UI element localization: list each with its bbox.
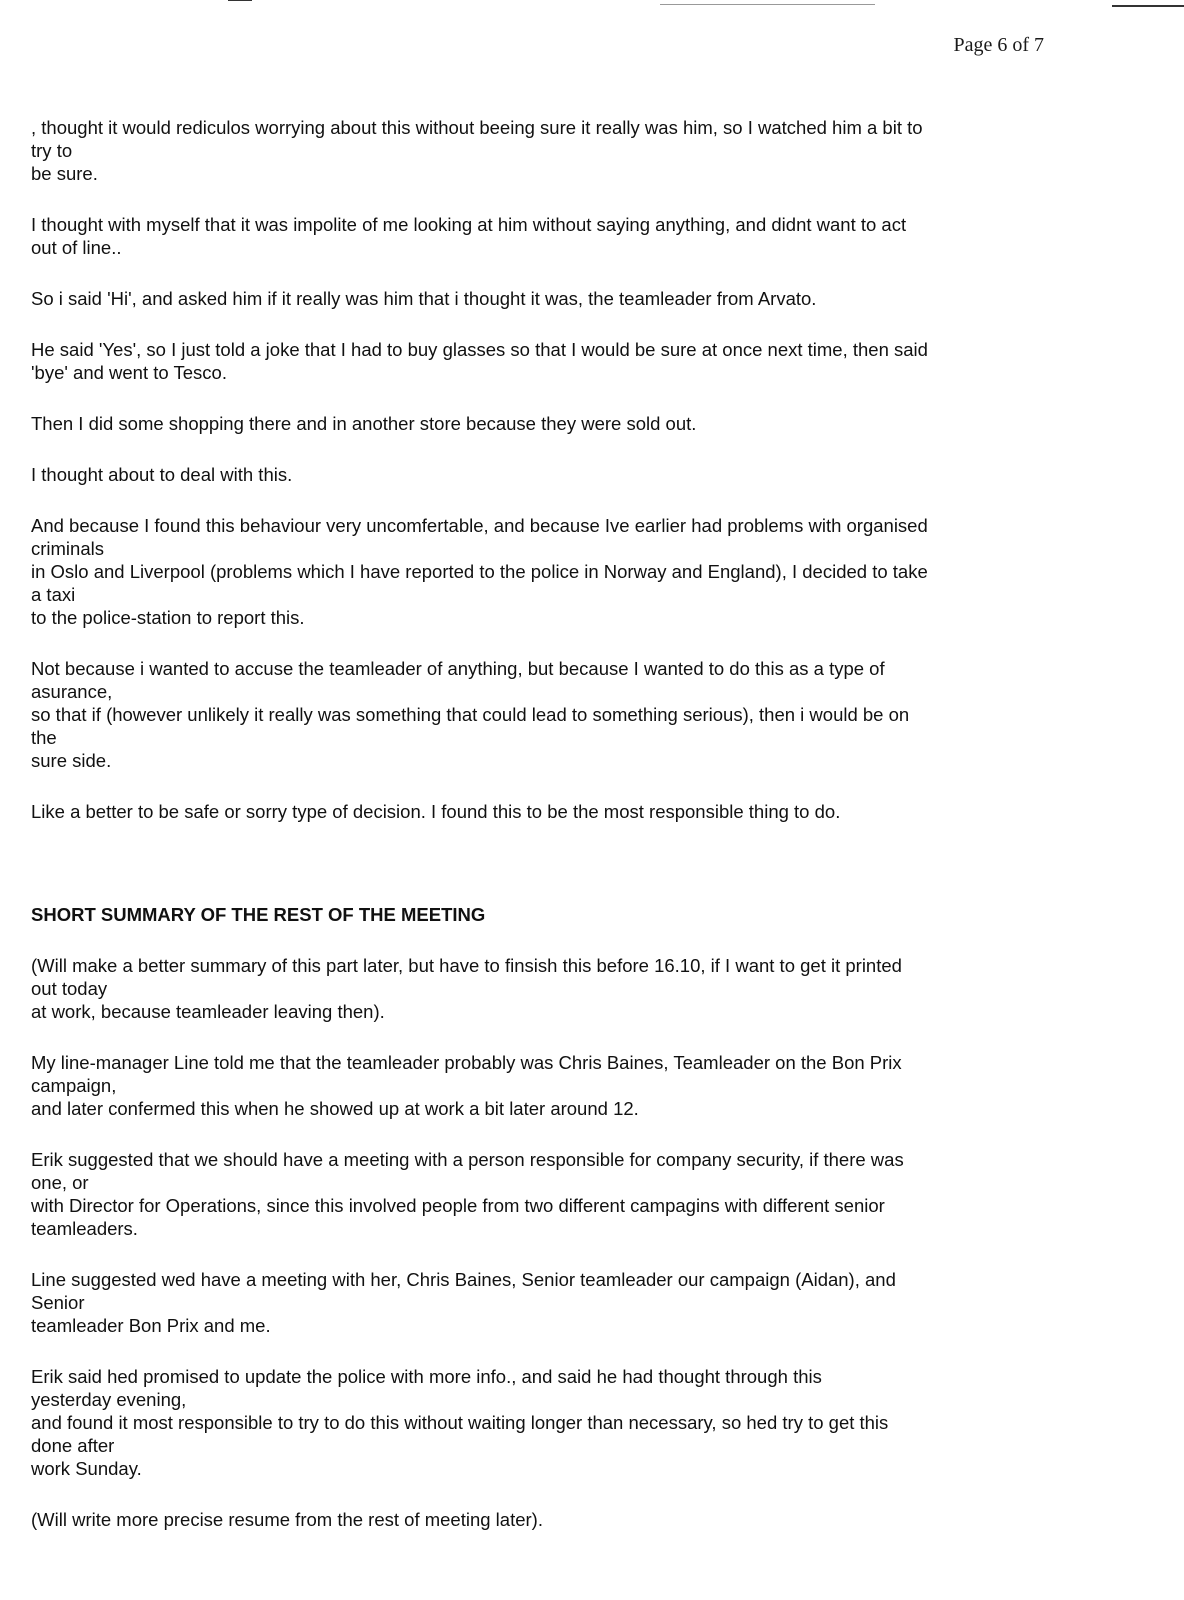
scan-artifact-line xyxy=(1112,5,1184,7)
text-line: teamleaders. xyxy=(31,1218,138,1239)
text-line: with Director for Operations, since this involved people from two different campagins with different senior xyxy=(31,1195,885,1216)
text-line: so that if (however unlikely it really was something that could lead to something serious), then i would be on xyxy=(31,704,910,725)
text-line: 'bye' and went to Tesco. xyxy=(31,362,227,383)
text-line: one, or xyxy=(31,1172,89,1193)
paragraph xyxy=(31,1268,1061,1337)
text-line: My line-manager Line told me that the teamleader probably was Chris Baines, Teamleader on the Bon Prix xyxy=(31,1052,902,1073)
paragraph xyxy=(31,657,1061,772)
text-line: Like a better to be safe or sorry type of decision. I found this to be the most responsible thing to do. xyxy=(31,801,841,822)
text-line: teamleader Bon Prix and me. xyxy=(31,1315,271,1336)
text-line: He said 'Yes', so I just told a joke that I had to buy glasses so that I would be sure at once next time, then said xyxy=(31,339,928,360)
summary-section xyxy=(31,954,1061,1531)
text-line: I thought with myself that it was impolite of me looking at him without saying anything, and didnt want to act xyxy=(31,214,907,235)
page-number: Page 6 of 7 xyxy=(953,34,1044,56)
text-line: (Will write more precise resume from the rest of meeting later). xyxy=(31,1509,543,1530)
paragraph xyxy=(31,954,1061,1023)
text-line: at work, because teamleader leaving then). xyxy=(31,1001,385,1022)
text-line: asurance, xyxy=(31,681,113,702)
scan-artifact-line xyxy=(660,4,875,5)
text-line: , thought it would rediculos worrying about this without beeing sure it really was him, so I watched him a bit to xyxy=(31,117,923,138)
scan-artifact-line xyxy=(228,0,252,1)
text-line: the xyxy=(31,727,57,748)
text-line: to the police-station to report this. xyxy=(31,607,305,628)
text-line: try to xyxy=(31,140,73,161)
paragraph xyxy=(31,1365,1061,1480)
text-line: in Oslo and Liverpool (problems which I have reported to the police in Norway and England), I decided to take xyxy=(31,561,928,582)
section-gap xyxy=(31,851,1061,903)
paragraph xyxy=(31,1051,1061,1120)
text-line: So i said 'Hi', and asked him if it really was him that i thought it was, the teamleader from Arvato. xyxy=(31,288,817,309)
text-line: out of line.. xyxy=(31,237,122,258)
text-line: and later confermed this when he showed up at work a bit later around 12. xyxy=(31,1098,639,1119)
paragraph xyxy=(31,463,1061,486)
summary-heading: SHORT SUMMARY OF THE REST OF THE MEETING xyxy=(31,904,486,925)
text-line: criminals xyxy=(31,538,104,559)
text-line: and found it most responsible to try to do this without waiting longer than necessary, so hed try to get this xyxy=(31,1412,889,1433)
text-line: yesterday evening, xyxy=(31,1389,187,1410)
text-line: Senior xyxy=(31,1292,85,1313)
text-line: I thought about to deal with this. xyxy=(31,464,293,485)
paragraph xyxy=(31,800,1061,823)
text-line: (Will make a better summary of this part later, but have to finsish this before 16.10, if I want to get it printed xyxy=(31,955,902,976)
text-line: work Sunday. xyxy=(31,1458,142,1479)
text-line: sure side. xyxy=(31,750,112,771)
text-line: campaign, xyxy=(31,1075,117,1096)
text-line: Line suggested wed have a meeting with her, Chris Baines, Senior teamleader our campaign (Aidan), and xyxy=(31,1269,896,1290)
text-line: out today xyxy=(31,978,108,999)
paragraph xyxy=(31,213,1061,259)
text-line: Not because i wanted to accuse the teamleader of anything, but because I wanted to do this as a type of xyxy=(31,658,885,679)
paragraph xyxy=(31,412,1061,435)
narrative-section xyxy=(31,116,1061,823)
paragraph xyxy=(31,1508,1061,1531)
text-line: Then I did some shopping there and in another store because they were sold out. xyxy=(31,413,697,434)
paragraph xyxy=(31,1148,1061,1240)
document-body xyxy=(31,116,1061,1559)
text-line: be sure. xyxy=(31,163,98,184)
text-line: a taxi xyxy=(31,584,76,605)
text-line: Erik said hed promised to update the police with more info., and said he had thought through this xyxy=(31,1366,822,1387)
paragraph xyxy=(31,514,1061,629)
paragraph xyxy=(31,338,1061,384)
text-line: done after xyxy=(31,1435,115,1456)
text-line: Erik suggested that we should have a meeting with a person responsible for company security, if there was xyxy=(31,1149,904,1170)
paragraph xyxy=(31,287,1061,310)
text-line: And because I found this behaviour very uncomfertable, and because Ive earlier had problems with organised xyxy=(31,515,928,536)
paragraph xyxy=(31,116,1061,185)
